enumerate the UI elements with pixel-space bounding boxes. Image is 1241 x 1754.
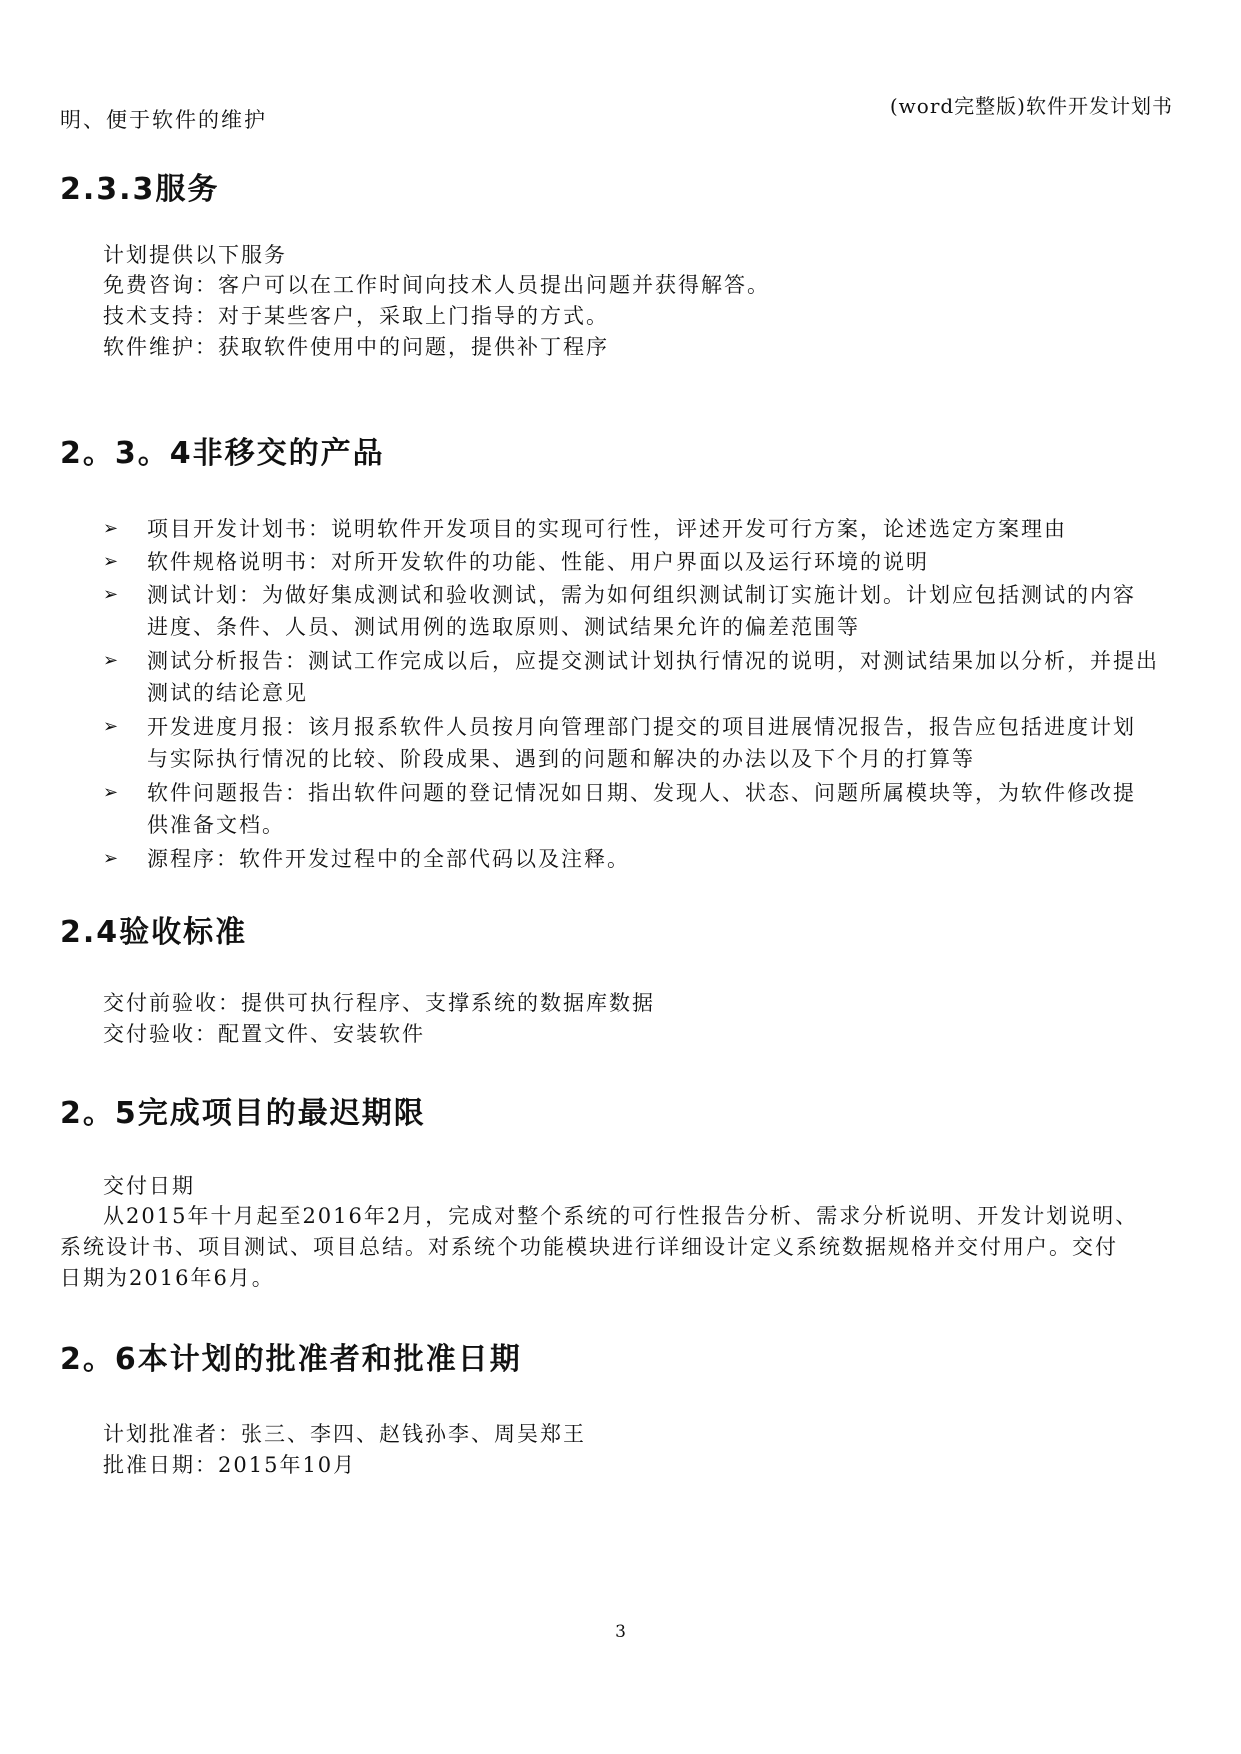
running-header: (word完整版)软件开发计划书: [889, 94, 1173, 118]
service-maintenance: 软件维护：获取软件使用中的问题，提供补丁程序: [103, 335, 609, 359]
delivery-acceptance: 交付验收：配置文件、安装软件: [103, 1022, 425, 1046]
services-intro: 计划提供以下服务: [103, 243, 287, 267]
list-item-line: 进度、条件、人员、测试用例的选取原则、测试结果允许的偏差范围等: [147, 615, 860, 639]
service-free-consulting: 免费咨询：客户可以在工作时间向技术人员提出问题并获得解答。: [103, 273, 770, 297]
list-item-line: 测试的结论意见: [147, 681, 308, 705]
continuation-line: 明、便于软件的维护: [60, 108, 267, 132]
approval-date-line: 批准日期：2015年10月: [103, 1453, 357, 1477]
pre-delivery-acceptance: 交付前验收：提供可执行程序、支撑系统的数据库数据: [103, 991, 655, 1015]
heading-2-5: 2。5完成项目的最迟期限: [60, 1096, 426, 1131]
delivery-date-label: 交付日期: [103, 1174, 195, 1198]
arrow-bullet-icon: ➢: [103, 551, 121, 572]
schedule-paragraph-line: 从2015年十月起至2016年2月，完成对整个系统的可行性报告分析、需求分析说明、开发计划说明、: [103, 1204, 1139, 1228]
list-item-line: 软件问题报告：指出软件问题的登记情况如日期、发现人、状态、问题所属模块等，为软件修改提: [147, 781, 1136, 805]
heading-2-4: 2.4验收标准: [60, 915, 248, 950]
arrow-bullet-icon: ➢: [103, 848, 121, 869]
arrow-bullet-icon: ➢: [103, 716, 121, 737]
list-item-line: 软件规格说明书：对所开发软件的功能、性能、用户界面以及运行环境的说明: [147, 550, 929, 574]
service-tech-support: 技术支持：对于某些客户，采取上门指导的方式。: [103, 304, 609, 328]
approvers-line: 计划批准者：张三、李四、赵钱孙李、周吴郑王: [103, 1422, 586, 1446]
list-item-line: 测试计划：为做好集成测试和验收测试，需为如何组织测试制订实施计划。计划应包括测试的内容: [147, 583, 1136, 607]
heading-2-3-3: 2.3.3服务: [60, 172, 220, 207]
schedule-paragraph-line: 日期为2016年6月。: [60, 1266, 275, 1290]
list-item-line: 项目开发计划书：说明软件开发项目的实现可行性，评述开发可行方案，论述选定方案理由: [147, 517, 1067, 541]
list-item-line: 源程序：软件开发过程中的全部代码以及注释。: [147, 847, 630, 871]
arrow-bullet-icon: ➢: [103, 650, 121, 671]
heading-2-3-4: 2。3。4非移交的产品: [60, 436, 385, 471]
list-item-line: 供准备文档。: [147, 813, 285, 837]
heading-2-6: 2。6本计划的批准者和批准日期: [60, 1342, 522, 1377]
list-item-line: 测试分析报告：测试工作完成以后，应提交测试计划执行情况的说明，对测试结果加以分析，并提出: [147, 649, 1159, 673]
page-number: 3: [615, 1622, 626, 1642]
arrow-bullet-icon: ➢: [103, 782, 121, 803]
arrow-bullet-icon: ➢: [103, 518, 121, 539]
list-item-line: 开发进度月报：该月报系软件人员按月向管理部门提交的项目进展情况报告，报告应包括进度计划: [147, 715, 1136, 739]
list-item-line: 与实际执行情况的比较、阶段成果、遇到的问题和解决的办法以及下个月的打算等: [147, 747, 975, 771]
schedule-paragraph-line: 系统设计书、项目测试、项目总结。对系统个功能模块进行详细设计定义系统数据规格并交付用户。交付: [60, 1235, 1118, 1259]
arrow-bullet-icon: ➢: [103, 584, 121, 605]
